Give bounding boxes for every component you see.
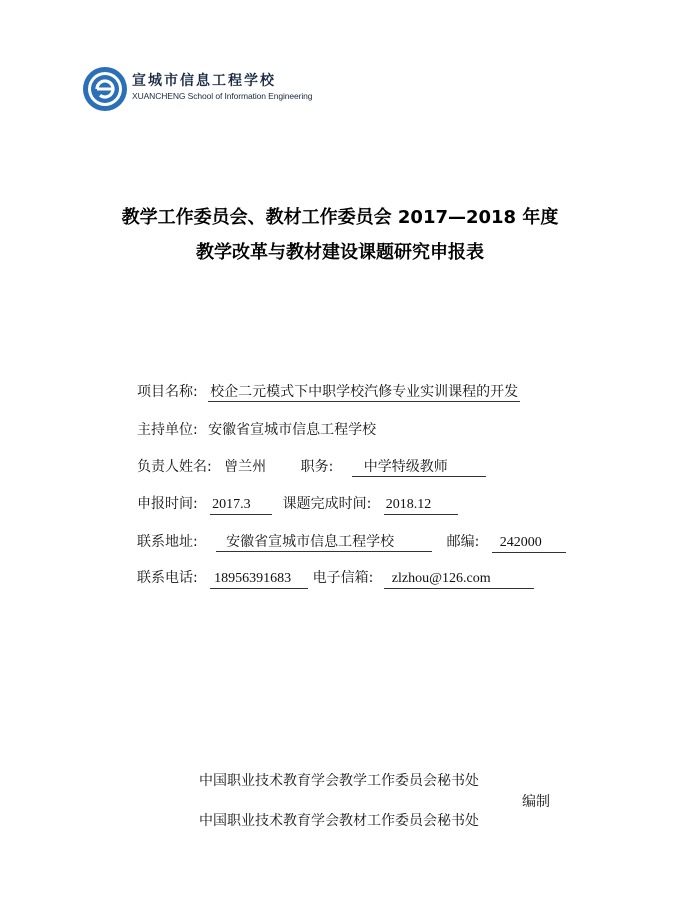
footer-org-teaching: 中国职业技术教育学会教学工作委员会秘书处 <box>199 773 479 789</box>
school-name-en: XUANCHENG School of Information Engineering <box>132 91 313 101</box>
phone-value: 18956391683 <box>210 570 308 589</box>
email-label: 电子信箱: <box>312 570 374 586</box>
row-time <box>137 493 458 515</box>
host-unit-label: 主持单位: <box>137 422 198 438</box>
complete-time-value: 2018.12 <box>384 496 458 515</box>
address-label: 联系地址: <box>137 534 198 550</box>
email-value: zlzhou@126.com <box>384 570 534 589</box>
leader-label: 负责人姓名: <box>137 459 212 475</box>
apply-time-value: 2017.3 <box>210 496 272 515</box>
footer-edited-label: 编制 <box>522 794 550 810</box>
row-host-unit <box>137 419 378 441</box>
project-name-value: 校企二元模式下中职学校汽修专业实训课程的开发 <box>210 384 519 400</box>
row-project-name <box>137 381 520 403</box>
leader-value: 曾兰州 <box>224 459 267 475</box>
document-title-line2: 教学改革与教材建设课题研究申报表 <box>196 242 484 263</box>
postcode-label: 邮编: <box>446 534 480 550</box>
school-name-cn: 宣城市信息工程学校 <box>132 73 276 89</box>
position-label: 职务: <box>300 459 334 475</box>
postcode-value: 242000 <box>492 534 566 553</box>
apply-time-label: 申报时间: <box>137 496 198 512</box>
complete-time-label: 课题完成时间: <box>282 496 372 512</box>
address-value: 安徽省宣城市信息工程学校 <box>216 533 432 552</box>
position-value: 中学特级教师 <box>352 458 486 477</box>
document-title-line1: 教学工作委员会、教材工作委员会 2017—2018 年度 <box>121 207 559 228</box>
phone-label: 联系电话: <box>137 570 198 586</box>
row-contact <box>137 567 534 589</box>
row-address <box>137 531 566 553</box>
school-logo-icon <box>82 66 128 112</box>
host-unit-value: 安徽省宣城市信息工程学校 <box>208 422 377 438</box>
footer-org-textbook: 中国职业技术教育学会教材工作委员会秘书处 <box>199 813 479 829</box>
project-name-label: 项目名称: <box>137 384 198 400</box>
row-leader <box>137 456 486 478</box>
